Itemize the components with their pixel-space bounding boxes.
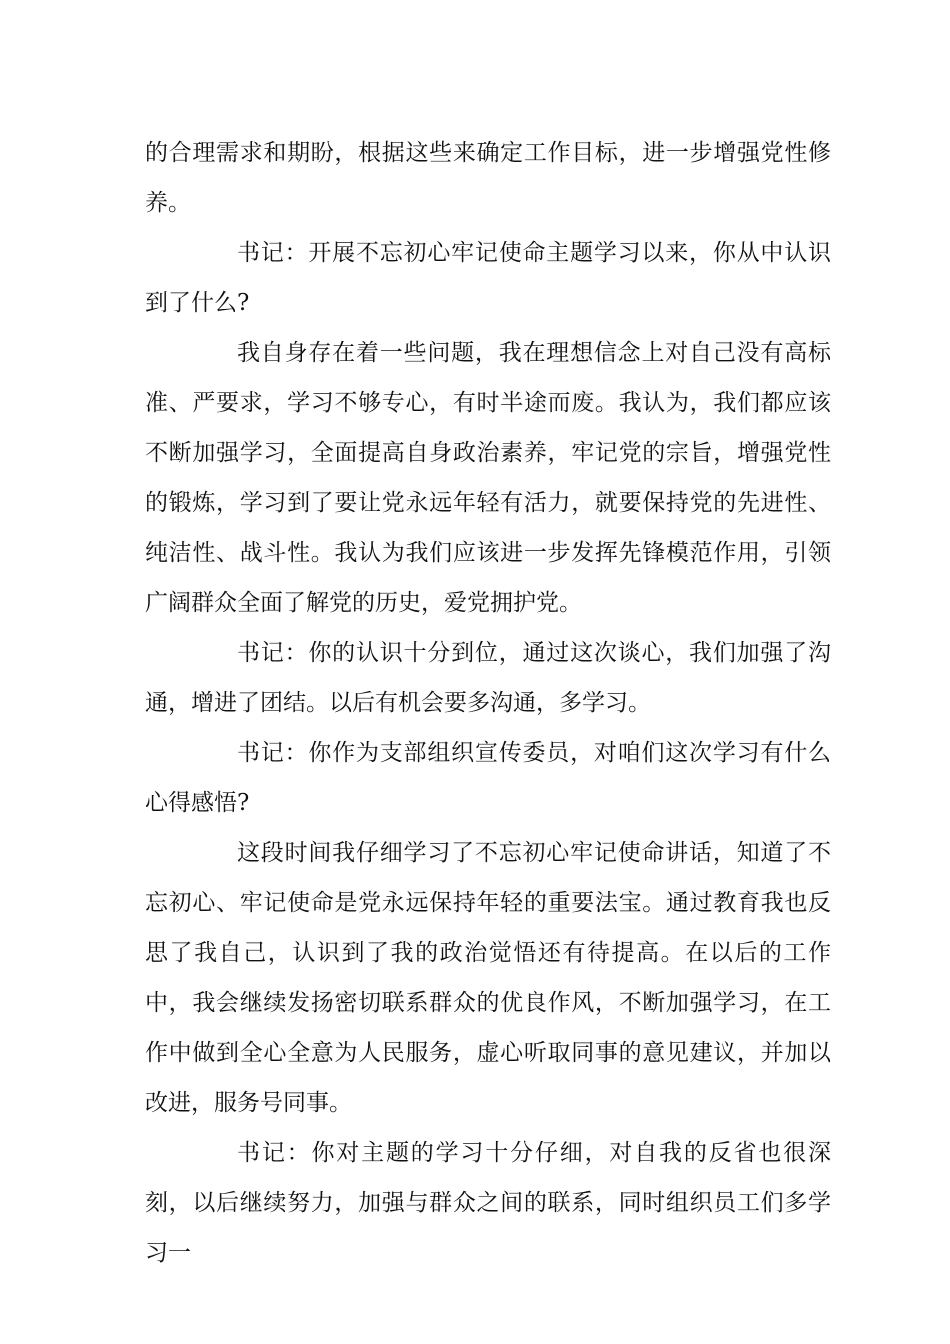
paragraph-answer-1: 我自身存在着一些问题，我在理想信念上对自己没有高标准、严要求，学习不够专心，有时半途而废。我认为，我们都应该不断加强学习，全面提高自身政治素养，牢记党的宗旨，增强党性的锻炼，学习到了要让党永远年轻有活力，就要保持党的先进性、纯洁性、战斗性。我认为我们应该进一步发挥先锋模范作用，引领广阔群众全面了解党的历史，爱党拥护党。 bbox=[145, 340, 831, 616]
paragraph-continuation: 的合理需求和期盼，根据这些来确定工作目标，进一步增强党性修养。 bbox=[145, 140, 831, 216]
paragraph-answer-2: 这段时间我仔细学习了不忘初心牢记使命讲话，知道了不忘初心、牢记使命是党永远保持年轻的重要法宝。通过教育我也反思了我自己，认识到了我的政治觉悟还有待提高。在以后的工作中，我会继续发扬密切联系群众的优良作风，不断加强学习，在工作中做到全心全意为人民服务，虚心听取同事的意见建议，并加以改进，服务号同事。 bbox=[145, 840, 831, 1116]
document-body bbox=[145, 128, 831, 1278]
paragraph-secretary-comment-2: 书记：你对主题的学习十分仔细，对自我的反省也很深刻，以后继续努力，加强与群众之间的联系，同时组织员工们多学习一 bbox=[145, 1140, 831, 1266]
paragraph-secretary-question-2: 书记：你作为支部组织宣传委员，对咱们这次学习有什么心得感悟? bbox=[145, 740, 831, 816]
paragraph-secretary-question-1: 书记：开展不忘初心牢记使命主题学习以来，你从中认识到了什么? bbox=[145, 240, 831, 316]
paragraph-secretary-comment-1: 书记：你的认识十分到位，通过这次谈心，我们加强了沟通，增进了团结。以后有机会要多沟通，多学习。 bbox=[145, 640, 831, 716]
